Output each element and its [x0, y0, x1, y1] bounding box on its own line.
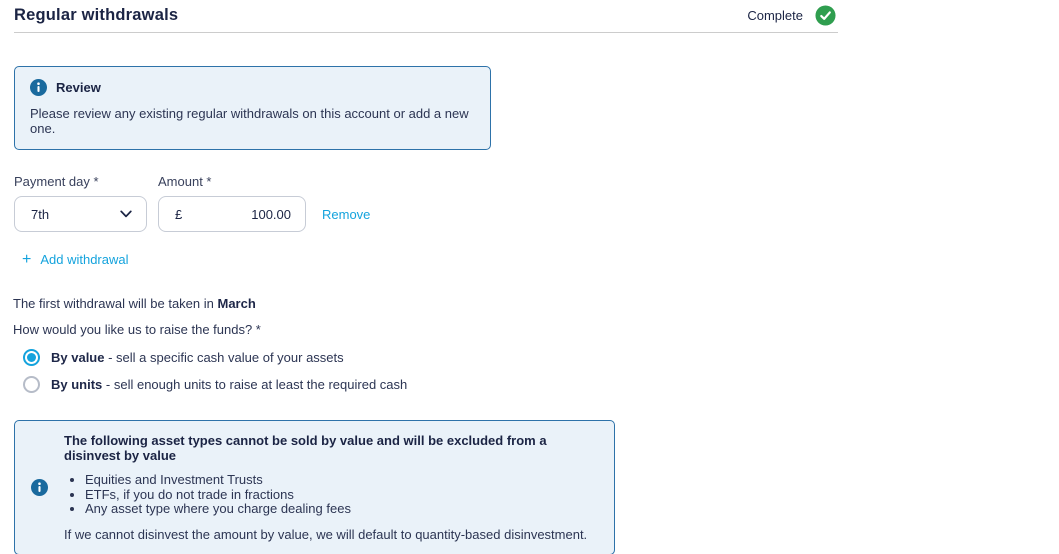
exclusion-banner-content: [64, 433, 598, 542]
radio-button-by-units[interactable]: [23, 376, 40, 393]
radio-button-by-value[interactable]: [23, 349, 40, 366]
radio-option-by-value[interactable]: [23, 349, 1059, 366]
add-withdrawal-row: [22, 251, 1059, 269]
radio-label-by-units-bold: By units: [51, 377, 103, 392]
review-banner-body: Please review any existing regular withdrawals on this account or add a new one.: [30, 106, 469, 136]
payment-day-select[interactable]: [14, 196, 147, 232]
raise-funds-question: How would you like us to raise the funds? *: [13, 322, 261, 337]
exclusion-bullet: • ETFs, if you do not trade in fractions: [85, 488, 598, 503]
radio-label-by-units-desc: - sell enough units to raise at least the required cash: [102, 377, 408, 392]
currency-symbol: £: [175, 206, 183, 222]
add-withdrawal-link[interactable]: [22, 252, 129, 267]
exclusion-bullet-list: [64, 473, 598, 517]
info-icon: [30, 79, 47, 96]
amount-label: Amount *: [158, 174, 212, 189]
withdrawal-field-labels: [14, 174, 1059, 189]
exclusion-bullet: • Any asset type where you charge dealing fees: [85, 502, 598, 517]
status-indicator: [747, 5, 836, 26]
review-banner-header: [30, 79, 474, 96]
radio-label-by-value-bold: By value: [51, 350, 105, 365]
section-header: [14, 0, 838, 33]
exclusion-banner: [14, 420, 615, 554]
first-withdrawal-text: [13, 296, 1059, 311]
radio-label-by-units: [51, 377, 407, 392]
review-banner-title: Review: [56, 80, 101, 95]
exclusion-banner-title: The following asset types cannot be sold by value and will be excluded from a disinvest by value: [64, 433, 547, 463]
withdrawal-row: [14, 196, 1059, 232]
first-withdrawal-prefix: The first withdrawal will be taken in: [13, 296, 218, 311]
payment-day-value: 7th: [31, 206, 50, 222]
payment-day-label: Payment day *: [14, 174, 99, 189]
plus-icon: +: [22, 251, 32, 268]
amount-input[interactable]: [158, 196, 306, 232]
amount-value: 100.00: [251, 206, 291, 222]
chevron-down-icon: [120, 210, 132, 218]
exclusion-banner-footer: If we cannot disinvest the amount by value, we will default to quantity-based disinvestment.: [64, 526, 588, 542]
complete-check-icon: [815, 5, 836, 26]
radio-label-by-value-desc: - sell a specific cash value of your assets: [104, 350, 344, 365]
add-withdrawal-label: Add withdrawal: [40, 252, 129, 267]
status-label: Complete: [747, 7, 803, 23]
radio-option-by-units[interactable]: [23, 376, 1059, 393]
first-withdrawal-month: March: [217, 296, 256, 311]
radio-label-by-value: [51, 350, 344, 365]
info-icon: [31, 479, 48, 496]
exclusion-bullet: • Equities and Investment Trusts: [85, 473, 598, 488]
page-title: Regular withdrawals: [14, 5, 179, 24]
review-banner: [14, 66, 491, 150]
remove-link[interactable]: Remove: [322, 206, 371, 222]
